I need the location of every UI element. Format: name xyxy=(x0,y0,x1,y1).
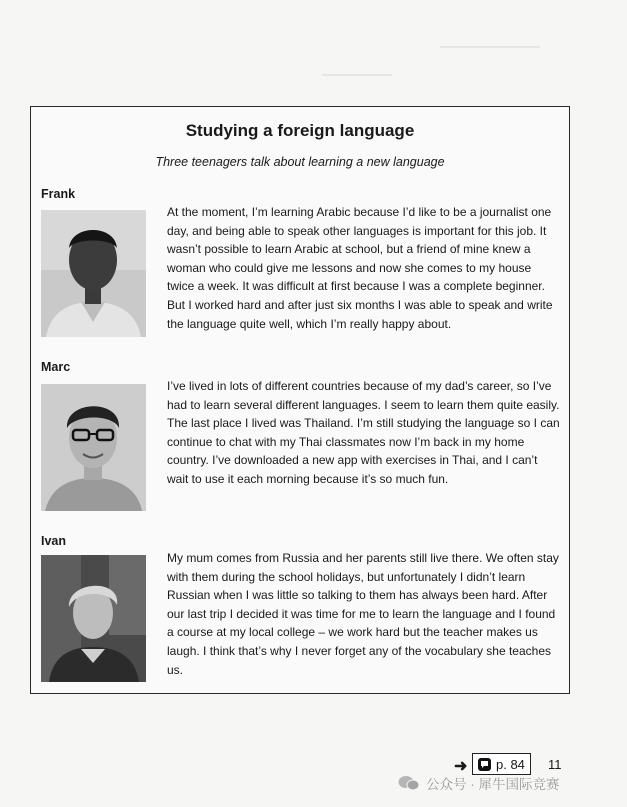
watermark-text: 公众号 · 犀牛国际竞赛 xyxy=(426,777,560,792)
person-text-ivan: My mum comes from Russia and her parents still live there. We often stay with them during the school holidays, but unfortunately I didn’t learn Russian when I was little so talking to them has always been hard. After our last trip I decided it was time for me to learn the language and I found a course at my local college – we work hard but the teacher makes us laugh. I think that’s why I never forget any of the vocabulary she teaches us. xyxy=(167,551,559,677)
watermark xyxy=(398,773,560,793)
photo-marc xyxy=(41,384,146,511)
article-box xyxy=(30,106,570,694)
person-text-frank: At the moment, I’m learning Arabic because I’d like to be a journalist one day, and being able to speak other languages is important for this job. It wasn’t possible to learn Arabic at school, but a friend of mine knew a woman who could give me lessons and now she comes to my house twice a week. It was difficult at first because I was a complete beginner. But I worked hard and after just six months I was able to speak and write the language quite well, which I’m really happy about. xyxy=(167,205,553,331)
show-through-line xyxy=(440,46,540,48)
article-title: Studying a foreign language xyxy=(185,121,415,140)
photo-ivan xyxy=(41,555,146,682)
article-subtitle: Three teenagers talk about learning a new language xyxy=(155,155,445,169)
speech-icon xyxy=(478,758,491,771)
show-through-line xyxy=(322,74,392,76)
page-number: 11 xyxy=(548,757,562,772)
wechat-logo-icon xyxy=(398,775,420,791)
page-reference-box xyxy=(472,753,531,775)
page-reference: p. 84 xyxy=(496,756,525,772)
person-name-marc: Marc xyxy=(41,360,71,374)
photo-frank xyxy=(41,210,146,337)
person-name-ivan: Ivan xyxy=(41,534,67,548)
person-name-frank: Frank xyxy=(41,187,76,201)
person-text-marc: I’ve lived in lots of different countries because of my dad’s career, so I’ve had to learn several different languages. I seem to learn them quite easily. The last place I lived was Thailand. I’m still studying the language so I can continue to chat with my Thai classmates now I’m back in my home country. I’ve downloaded a new app with exercises in Thai, and I can’t wait to use it each morning because it’s so much fun. xyxy=(167,379,560,486)
arrow-right-icon: ➜ xyxy=(454,758,468,775)
